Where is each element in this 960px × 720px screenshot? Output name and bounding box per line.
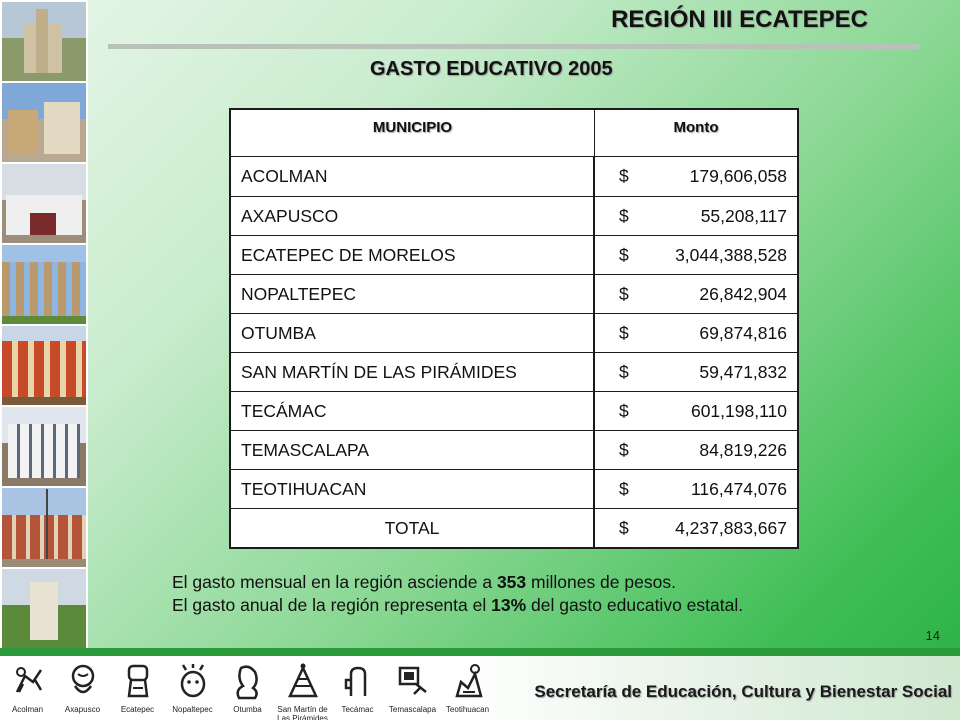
glyph-item [165, 662, 220, 714]
table-row [231, 469, 797, 508]
photo-san-martin [2, 407, 86, 486]
san-martin-glyph-icon [286, 662, 320, 705]
notes [172, 571, 743, 617]
currency-sign: $ [619, 166, 629, 186]
note-monthly: El gasto mensual en la región asciende a 353 millones de pesos. [172, 572, 676, 592]
glyph-item [330, 662, 385, 714]
tecamac-glyph-icon [341, 662, 375, 705]
monto-cell [595, 392, 797, 430]
glyph-item [440, 662, 495, 714]
otumba-glyph-icon [231, 662, 265, 705]
slide-subtitle: GASTO EDUCATIVO 2005 [370, 58, 613, 80]
amount-value: 69,874,816 [699, 322, 787, 343]
photo-temascalapa [2, 569, 86, 648]
amount-value: 3,044,388,528 [675, 244, 787, 265]
glyph-label: Nopaltepec [172, 705, 213, 714]
expenditure-table [229, 108, 799, 549]
ecatepec-glyph-icon [121, 662, 155, 705]
header-municipio: MUNICIPIO [231, 110, 595, 156]
municipio-cell: TECÁMAC [231, 392, 595, 430]
acolman-glyph-icon [11, 662, 45, 705]
amount-value: 601,198,110 [690, 400, 787, 421]
glyph-label: Temascalapa [388, 705, 437, 714]
glyph-label: Otumba [233, 705, 262, 714]
slide-title: REGIÓN III ECATEPEC [611, 6, 868, 33]
glyph-item [110, 662, 165, 714]
monto-cell [595, 275, 797, 313]
photo-axapusco [2, 83, 86, 162]
municipio-cell: ECATEPEC DE MORELOS [231, 236, 595, 274]
amount-value: 55,208,117 [700, 205, 787, 226]
amount-value: 84,819,226 [699, 439, 787, 460]
currency-sign: $ [619, 400, 629, 421]
photo-strip [0, 0, 88, 648]
table-row [231, 430, 797, 469]
amount-value: 116,474,076 [690, 478, 787, 499]
glyph-item [0, 662, 55, 714]
monto-cell [595, 197, 797, 235]
monto-cell [595, 353, 797, 391]
table-row [231, 235, 797, 274]
teotihuacan-glyph-icon [451, 662, 485, 705]
photo-nopaltepec [2, 245, 86, 324]
glyph-label: Teotihuacan [445, 705, 490, 714]
currency-sign: $ [619, 283, 629, 304]
glyph-item [385, 662, 440, 714]
page-number: 14 [925, 628, 940, 643]
monto-cell [595, 157, 797, 196]
municipio-cell: TEMASCALAPA [231, 431, 595, 469]
currency-sign: $ [619, 361, 629, 382]
amount-value: 4,237,883,667 [675, 517, 787, 538]
table-total-row [231, 508, 797, 547]
glyph-item [220, 662, 275, 714]
table-row [231, 313, 797, 352]
glyph-item [275, 662, 330, 720]
municipio-cell: SAN MARTÍN DE LAS PIRÁMIDES [231, 353, 595, 391]
currency-sign: $ [619, 517, 629, 538]
currency-sign: $ [619, 439, 629, 460]
municipality-glyphs [0, 662, 510, 720]
table-row [231, 352, 797, 391]
currency-sign: $ [619, 244, 629, 265]
municipio-cell: TEOTIHUACAN [231, 470, 595, 508]
table-row [231, 196, 797, 235]
photo-acolman [2, 2, 86, 81]
municipio-cell: ACOLMAN [231, 157, 595, 196]
table-header [231, 110, 797, 157]
footer-bar [0, 648, 960, 656]
footer [0, 656, 960, 720]
glyph-label: Axapusco [64, 705, 101, 714]
total-amount-cell [595, 509, 797, 547]
monto-cell [595, 431, 797, 469]
glyph-label: Acolman [11, 705, 44, 714]
nopaltepec-glyph-icon [176, 662, 210, 705]
monto-cell [595, 470, 797, 508]
total-label: TOTAL [231, 509, 595, 547]
table-body [231, 157, 797, 547]
monto-cell [595, 236, 797, 274]
photo-ecatepec [2, 164, 86, 243]
monthly-amount: 353 [496, 572, 527, 592]
monto-cell [595, 314, 797, 352]
currency-sign: $ [619, 205, 629, 226]
note-annual: El gasto anual de la región representa el 13% del gasto educativo estatal. [172, 595, 744, 615]
glyph-label: San Martín de Las Pirámides [277, 705, 328, 720]
glyph-label: Ecatepec [120, 705, 155, 714]
table-row [231, 274, 797, 313]
municipio-cell: AXAPUSCO [231, 197, 595, 235]
annual-percent: 13% [491, 595, 527, 615]
amount-value: 26,842,904 [699, 283, 787, 304]
currency-sign: $ [619, 478, 629, 499]
axapusco-glyph-icon [66, 662, 100, 705]
secretaria-label: Secretaría de Educación, Cultura y Bienestar Social [534, 682, 952, 701]
glyph-item [55, 662, 110, 714]
table-row [231, 157, 797, 196]
glyph-label: Tecámac [341, 705, 374, 714]
currency-sign: $ [619, 322, 629, 343]
header-monto: Monto [673, 119, 719, 136]
municipio-cell: NOPALTEPEC [231, 275, 595, 313]
amount-value: 179,606,058 [689, 166, 787, 186]
table-row [231, 391, 797, 430]
title-divider [108, 44, 920, 49]
photo-otumba [2, 326, 86, 405]
municipio-cell: OTUMBA [231, 314, 595, 352]
temascalapa-glyph-icon [396, 662, 430, 705]
amount-value: 59,471,832 [699, 361, 787, 382]
photo-tecamac [2, 488, 86, 567]
